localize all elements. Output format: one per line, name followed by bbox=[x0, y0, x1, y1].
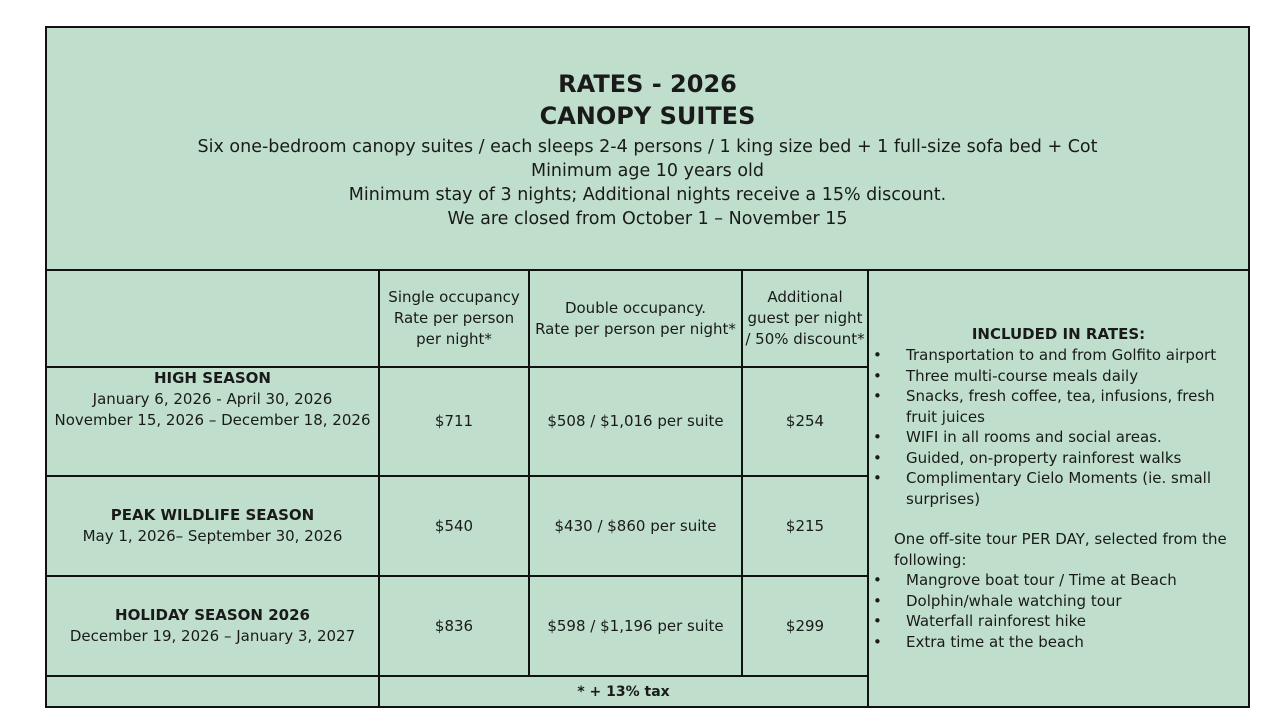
season-dates: December 19, 2026 – January 3, 2027 bbox=[69, 627, 356, 645]
list-item-text: Dolphin/whale watching tour bbox=[906, 591, 1122, 610]
list-item bbox=[869, 591, 1248, 612]
list-item-text: Transportation to and from Golfito airport bbox=[906, 346, 1217, 364]
included-panel bbox=[869, 271, 1248, 708]
list-item bbox=[869, 345, 1248, 366]
bullet: • bbox=[873, 448, 882, 467]
page-subtitle: CANOPY SUITES bbox=[539, 102, 756, 130]
bullet: • bbox=[873, 366, 882, 385]
list-item-text: Guided, on-property rainforest walks bbox=[906, 448, 1182, 467]
season-dates: May 1, 2026– September 30, 2026 bbox=[82, 527, 343, 545]
col-header-single bbox=[380, 271, 528, 366]
list-item bbox=[869, 366, 1248, 387]
col-header-additional-line: guest per night bbox=[747, 309, 863, 327]
season-name: HOLIDAY SEASON 2026 bbox=[115, 606, 310, 624]
rate-additional: $254 bbox=[785, 412, 825, 430]
bullet: • bbox=[873, 591, 882, 610]
rate-double: $430 / $860 per suite bbox=[554, 516, 717, 535]
list-item-text: Three multi-course meals daily bbox=[906, 366, 1139, 385]
col-header-additional bbox=[743, 271, 867, 366]
list-item-text: Complimentary Cielo Moments (ie. small surprises) bbox=[906, 469, 1212, 508]
list-item bbox=[869, 468, 1248, 509]
rate-double: $508 / $1,016 per suite bbox=[547, 412, 724, 430]
list-item bbox=[869, 570, 1248, 591]
bullet: • bbox=[873, 469, 882, 487]
col-header-additional-line: Additional bbox=[767, 288, 843, 306]
col-header-single-line: Rate per person bbox=[393, 309, 515, 327]
list-item bbox=[869, 448, 1248, 469]
season-dates: January 6, 2026 - April 30, 2026 bbox=[92, 390, 333, 408]
tour-intro: One off-site tour PER DAY, selected from the following: bbox=[894, 530, 1227, 569]
header-details bbox=[47, 135, 1248, 231]
season-dates: November 15, 2026 – December 18, 2026 bbox=[54, 411, 371, 429]
rate-double: $598 / $1,196 per suite bbox=[547, 616, 724, 635]
col-header-double-line: Rate per person per night* bbox=[535, 319, 736, 338]
rates-header bbox=[47, 28, 1248, 271]
list-item-text: Extra time at the beach bbox=[906, 632, 1084, 651]
rates-card bbox=[45, 26, 1250, 708]
list-item-text: Waterfall rainforest hike bbox=[906, 612, 1086, 630]
included-title: INCLUDED IN RATES: bbox=[971, 325, 1146, 343]
season-high bbox=[47, 368, 378, 475]
col-header-additional-line: / 50% discount* bbox=[745, 330, 865, 348]
header-line-suites: Six one-bedroom canopy suites / each sleeps 2-4 persons / 1 king size bed + 1 full-size sofa bed + Cot bbox=[197, 137, 1098, 157]
list-item-text: Snacks, fresh coffee, tea, infusions, fresh fruit juices bbox=[906, 387, 1215, 426]
rate-additional: $215 bbox=[785, 516, 825, 535]
included-list bbox=[869, 345, 1248, 652]
season-peak-wildlife bbox=[47, 477, 378, 575]
list-item bbox=[869, 611, 1248, 632]
header-line-closed: We are closed from October 1 – November 15 bbox=[447, 209, 848, 229]
rate-single: $711 bbox=[434, 412, 474, 430]
bullet: • bbox=[873, 428, 882, 446]
col-header-double-line: Double occupancy. bbox=[564, 298, 707, 317]
bullet: • bbox=[873, 612, 882, 630]
list-item-text: Mangrove boat tour / Time at Beach bbox=[906, 571, 1177, 589]
list-item-text: WIFI in all rooms and social areas. bbox=[906, 428, 1162, 446]
rate-additional: $299 bbox=[785, 616, 825, 635]
list-item bbox=[869, 386, 1248, 427]
bullet: • bbox=[873, 571, 882, 589]
rate-single: $540 bbox=[434, 516, 474, 535]
list-item bbox=[869, 427, 1248, 448]
bullet: • bbox=[873, 346, 882, 364]
col-header-single-line: per night* bbox=[416, 330, 492, 348]
header-line-min-stay: Minimum stay of 3 nights; Additional nights receive a 15% discount. bbox=[348, 185, 947, 205]
season-name: PEAK WILDLIFE SEASON bbox=[110, 506, 315, 524]
header-line-min-age: Minimum age 10 years old bbox=[530, 161, 765, 181]
rate-single: $836 bbox=[434, 616, 474, 635]
page-title: RATES - 2026 bbox=[558, 70, 737, 98]
bullet: • bbox=[873, 632, 882, 651]
bullet: • bbox=[873, 387, 882, 405]
season-holiday bbox=[47, 577, 378, 675]
col-header-single-line: Single occupancy bbox=[388, 288, 520, 306]
season-name: HIGH SEASON bbox=[153, 369, 271, 387]
col-header-double bbox=[530, 271, 741, 366]
tax-note: * + 13% tax bbox=[577, 684, 670, 700]
list-item bbox=[869, 632, 1248, 653]
